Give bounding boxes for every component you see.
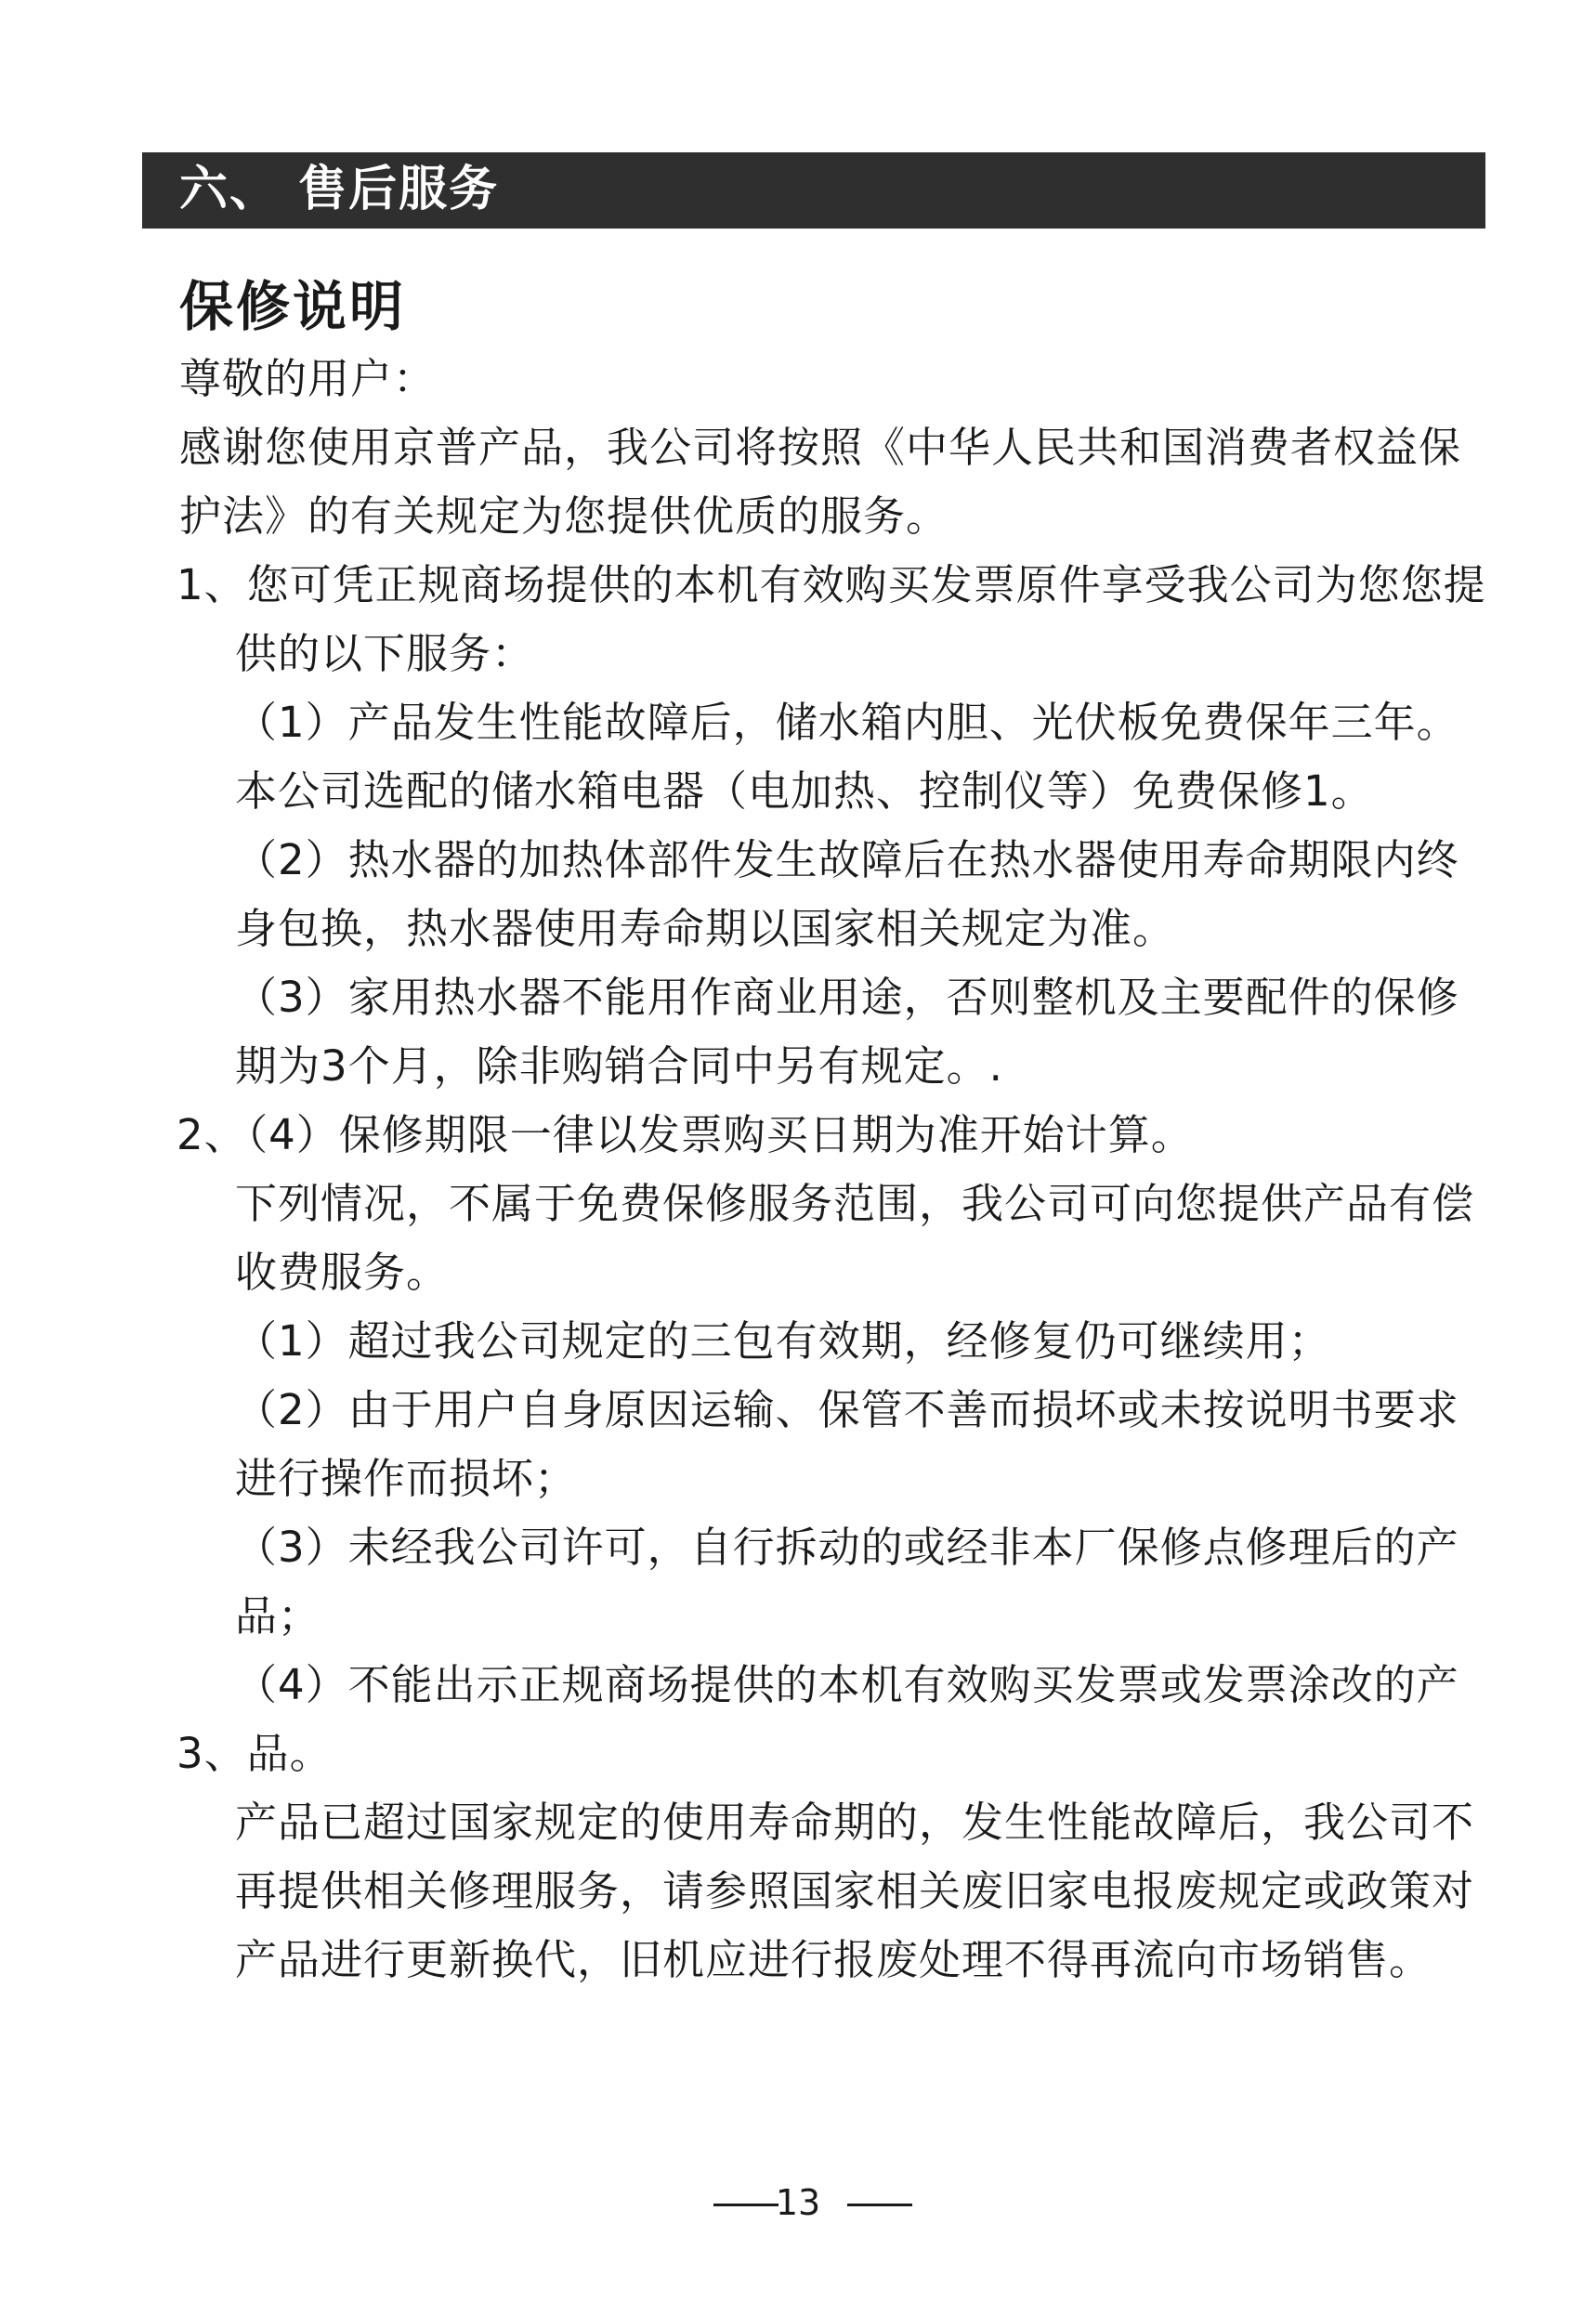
clause-line: 期为3个月，除非购销合同中另有规定。. xyxy=(235,1041,1003,1091)
clause-line: （2）热水器的加热体部件发生故障后在热水器使用寿命期限内终 xyxy=(235,835,1459,884)
section-header-bar xyxy=(142,152,1485,229)
intro-line: 护法》的有关规定为您提供优质的服务。 xyxy=(179,491,949,541)
exclusion-line: 进行操作而损坏； xyxy=(235,1454,578,1503)
intro-line: 感谢您使用京普产品，我公司将按照《中华人民共和国消费者权益保 xyxy=(179,423,1462,472)
section-title: 六、 售后服务 xyxy=(179,162,500,217)
item-1-line: 1、您可凭正规商场提供的本机有效购买发票原件享受我公司为您您提 xyxy=(177,560,1486,609)
greeting-line: 尊敬的用户： xyxy=(179,354,437,403)
item-3-line: 3、品。 xyxy=(177,1729,333,1778)
exclusion-line: （1）超过我公司规定的三包有效期，经修复仍可继续用； xyxy=(235,1316,1331,1366)
exclusion-line: （4）不能出示正规商场提供的本机有效购买发票或发票涂改的产 xyxy=(235,1660,1459,1709)
item-1-line: 供的以下服务： xyxy=(235,629,535,678)
clause-line: （1）产品发生性能故障后，储水箱内胆、光伏板免费保年三年。 xyxy=(235,698,1459,747)
footer-rule-right xyxy=(847,2204,912,2206)
page-number: 13 xyxy=(775,2182,821,2223)
exclusion-intro-line: 下列情况，不属于免费保修服务范围，我公司可向您提供产品有偿 xyxy=(235,1179,1475,1228)
subtitle: 保修说明 xyxy=(179,275,407,338)
clause-line: 本公司选配的储水箱电器（电加热、控制仪等）免费保修1。 xyxy=(235,766,1374,816)
exclusion-line: 品； xyxy=(235,1591,321,1641)
clause-line: 身包换，热水器使用寿命期以国家相关规定为准。 xyxy=(235,904,1176,953)
exclusion-line: （3）未经我公司许可，自行拆动的或经非本厂保修点修理后的产 xyxy=(235,1523,1459,1572)
item-3-line: 产品已超过国家规定的使用寿命期的，发生性能故障后，我公司不 xyxy=(235,1798,1475,1847)
item-2-line: 2、（4）保修期限一律以发票购买日期为准开始计算。 xyxy=(177,1110,1194,1159)
exclusion-intro-line: 收费服务。 xyxy=(235,1248,450,1297)
clause-line: （3）家用热水器不能用作商业用途，否则整机及主要配件的保修 xyxy=(235,973,1459,1022)
page-footer xyxy=(0,2179,1596,2226)
item-3-line: 产品进行更新换代，旧机应进行报废处理不得再流向市场销售。 xyxy=(235,1935,1432,1984)
item-3-line: 再提供相关修理服务，请参照国家相关废旧家电报废规定或政策对 xyxy=(235,1866,1475,1916)
exclusion-line: （2）由于用户自身原因运输、保管不善而损坏或未按说明书要求 xyxy=(235,1385,1459,1434)
